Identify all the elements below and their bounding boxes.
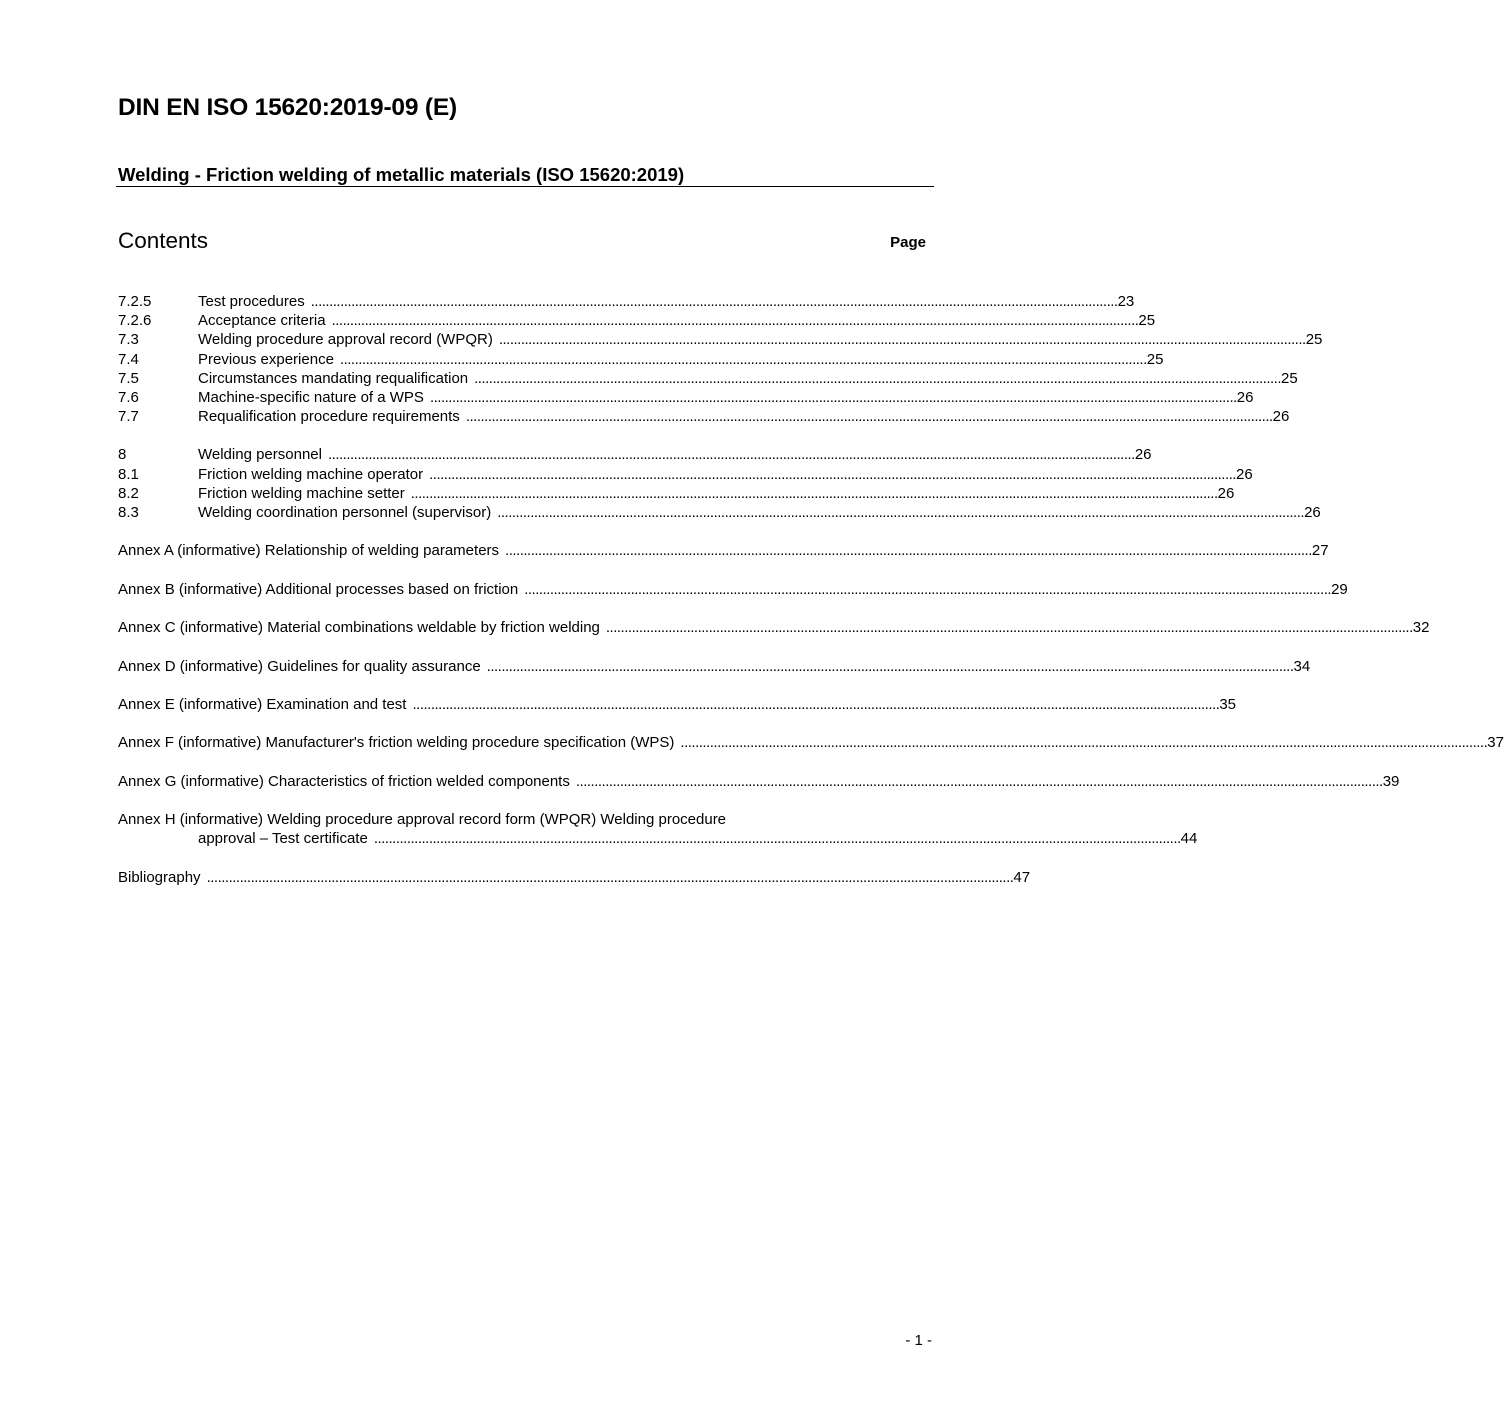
toc-entry-annex[interactable] [118,541,1329,560]
dot-leader: ............................................................................................................................................................................................................................ [310,293,1118,310]
page-number: - 1 - [905,1332,932,1349]
dot-leader: ............................................................................................................................................................................................................................ [331,312,1139,330]
page-column-label: Page [890,234,926,251]
toc-entry-annex[interactable] [118,695,1237,714]
toc-entry-page: 39 [1382,772,1400,790]
toc-entry-page: 35 [1219,695,1237,713]
toc-entry[interactable] [118,350,1164,369]
toc-entry-annex[interactable] [118,618,1430,637]
dot-leader: ............................................................................................................................................................................................................................ [410,484,1218,502]
dot-leader: ............................................................................................................................................................................................................................ [505,542,1312,560]
toc-entry-title: Welding coordination personnel (supervisor) [198,504,492,522]
toc-entry-page: 26 [1272,408,1290,426]
toc-entry-page: 23 [1117,293,1135,310]
toc-entry-title: Bibliography [118,868,201,886]
dot-leader: ............................................................................................................................................................................................................................ [206,868,1014,886]
toc-entry-page: 26 [1304,504,1321,522]
document-title: DIN EN ISO 15620:2019-09 (E) [118,94,457,121]
toc-entry-page: 25 [1138,312,1156,330]
toc-entry-title-continued: approval – Test certificate [198,830,368,848]
toc-entry-title: Annex C (informative) Material combinations weldable by friction welding [118,619,600,637]
table-of-contents [118,292,1504,887]
toc-entry-page: 32 [1412,619,1430,637]
toc-entry-number: 7.2.6 [118,312,152,330]
toc-entry-number: 8.3 [118,504,139,522]
toc-entry-title: Annex D (informative) Guidelines for quality assurance [118,657,481,675]
toc-entry-page: 26 [1134,446,1152,464]
toc-entry[interactable] [118,311,1156,330]
dot-leader: ............................................................................................................................................................................................................................ [465,408,1273,426]
toc-entry[interactable] [118,465,1253,484]
toc-entry-annex-h[interactable] [118,810,1198,848]
dot-leader: ............................................................................................................................................................................................................................ [429,389,1237,407]
toc-entry-annex[interactable] [118,772,1400,791]
toc-entry[interactable] [118,484,1235,503]
toc-entry-title: Annex F (informative) Manufacturer's friction welding procedure specification (WPS) [118,734,675,752]
toc-entry-number: 7.3 [118,331,139,349]
toc-entry-number: 7.7 [118,408,139,426]
toc-entry[interactable] [118,330,1323,349]
toc-entry-title: Annex B (informative) Additional processes based on friction [118,580,519,598]
toc-entry-number: 7.4 [118,350,139,368]
toc-entry-bibliography[interactable] [118,868,1031,887]
toc-annexes [118,541,1504,810]
dot-leader: ............................................................................................................................................................................................................................ [412,695,1220,713]
toc-entry-annex[interactable] [118,657,1311,676]
toc-entry-page: 47 [1013,868,1031,886]
toc-entry-annex[interactable] [118,580,1348,599]
toc-entry-title: Acceptance criteria [198,312,326,330]
dot-leader: ............................................................................................................................................................................................................................ [680,734,1488,752]
toc-entry[interactable] [118,503,1321,522]
document-subtitle: Welding - Friction welding of metallic materials (ISO 15620:2019) [118,164,685,185]
toc-entry-number: 7.6 [118,389,139,407]
toc-entry-page: 25 [1305,331,1323,349]
toc-entry-page: 34 [1293,657,1311,675]
toc-entry-page: 26 [1236,389,1254,407]
toc-entry[interactable] [118,369,1298,388]
toc-entry[interactable] [118,292,1135,311]
toc-entry-annex[interactable] [118,733,1504,752]
toc-entry-page: 25 [1146,350,1164,368]
toc-entry-title: Welding personnel [198,446,322,464]
dot-leader: ............................................................................................................................................................................................................................ [605,619,1413,637]
dot-leader: ............................................................................................................................................................................................................................ [575,772,1383,790]
dot-leader: ............................................................................................................................................................................................................................ [474,369,1281,387]
toc-entry-page: 27 [1311,542,1329,560]
dot-leader: ............................................................................................................................................................................................................................ [497,504,1305,522]
toc-entry[interactable] [118,407,1290,426]
toc-entry-number: 7.5 [118,369,139,387]
toc-entry-title: Annex G (informative) Characteristics of friction welded components [118,772,570,790]
toc-entry-number: 8 [118,446,127,464]
toc-entry-page: 29 [1331,580,1348,598]
toc-entry-title: Annex E (informative) Examination and test [118,695,407,713]
contents-heading: Contents [118,228,209,253]
toc-entry[interactable] [118,445,1152,464]
toc-entry-title: Circumstances mandating requalification [198,369,469,387]
toc-entry-number: 8.1 [118,465,139,483]
dot-leader: ............................................................................................................................................................................................................................ [498,331,1306,349]
toc-entry-title: Friction welding machine setter [198,484,405,502]
dot-leader: ............................................................................................................................................................................................................................ [429,465,1236,483]
toc-entry-page: 37 [1487,734,1504,752]
toc-entry-title: Friction welding machine operator [198,465,424,483]
toc-entry-page: 25 [1281,369,1298,387]
toc-entry-number: 8.2 [118,484,139,502]
dot-leader: ............................................................................................................................................................................................................................ [373,830,1181,848]
toc-entry-title: Previous experience [198,350,334,368]
toc-entry-number: 7.2.5 [118,293,152,310]
toc-sections [118,292,1323,522]
dot-leader: ............................................................................................................................................................................................................................ [524,580,1332,598]
toc-entry-page: 26 [1217,484,1235,502]
toc-entry-title: Welding procedure approval record (WPQR) [198,331,493,349]
toc-entry[interactable] [118,388,1254,407]
toc-entry-title: Machine-specific nature of a WPS [198,389,424,407]
toc-entry-page: 44 [1180,830,1198,848]
toc-entry-title: Annex A (informative) Relationship of welding parameters [118,542,500,560]
title-divider [116,186,934,187]
dot-leader: ............................................................................................................................................................................................................................ [327,446,1135,464]
dot-leader: ............................................................................................................................................................................................................................ [339,350,1147,368]
dot-leader: ............................................................................................................................................................................................................................ [486,657,1294,675]
toc-entry-title: Annex H (informative) Welding procedure approval record form (WPQR) Welding procedure [118,811,727,829]
toc-entry-title: Test procedures [198,293,305,310]
toc-entry-page: 26 [1235,465,1253,483]
toc-entry-title: Requalification procedure requirements [198,408,460,426]
